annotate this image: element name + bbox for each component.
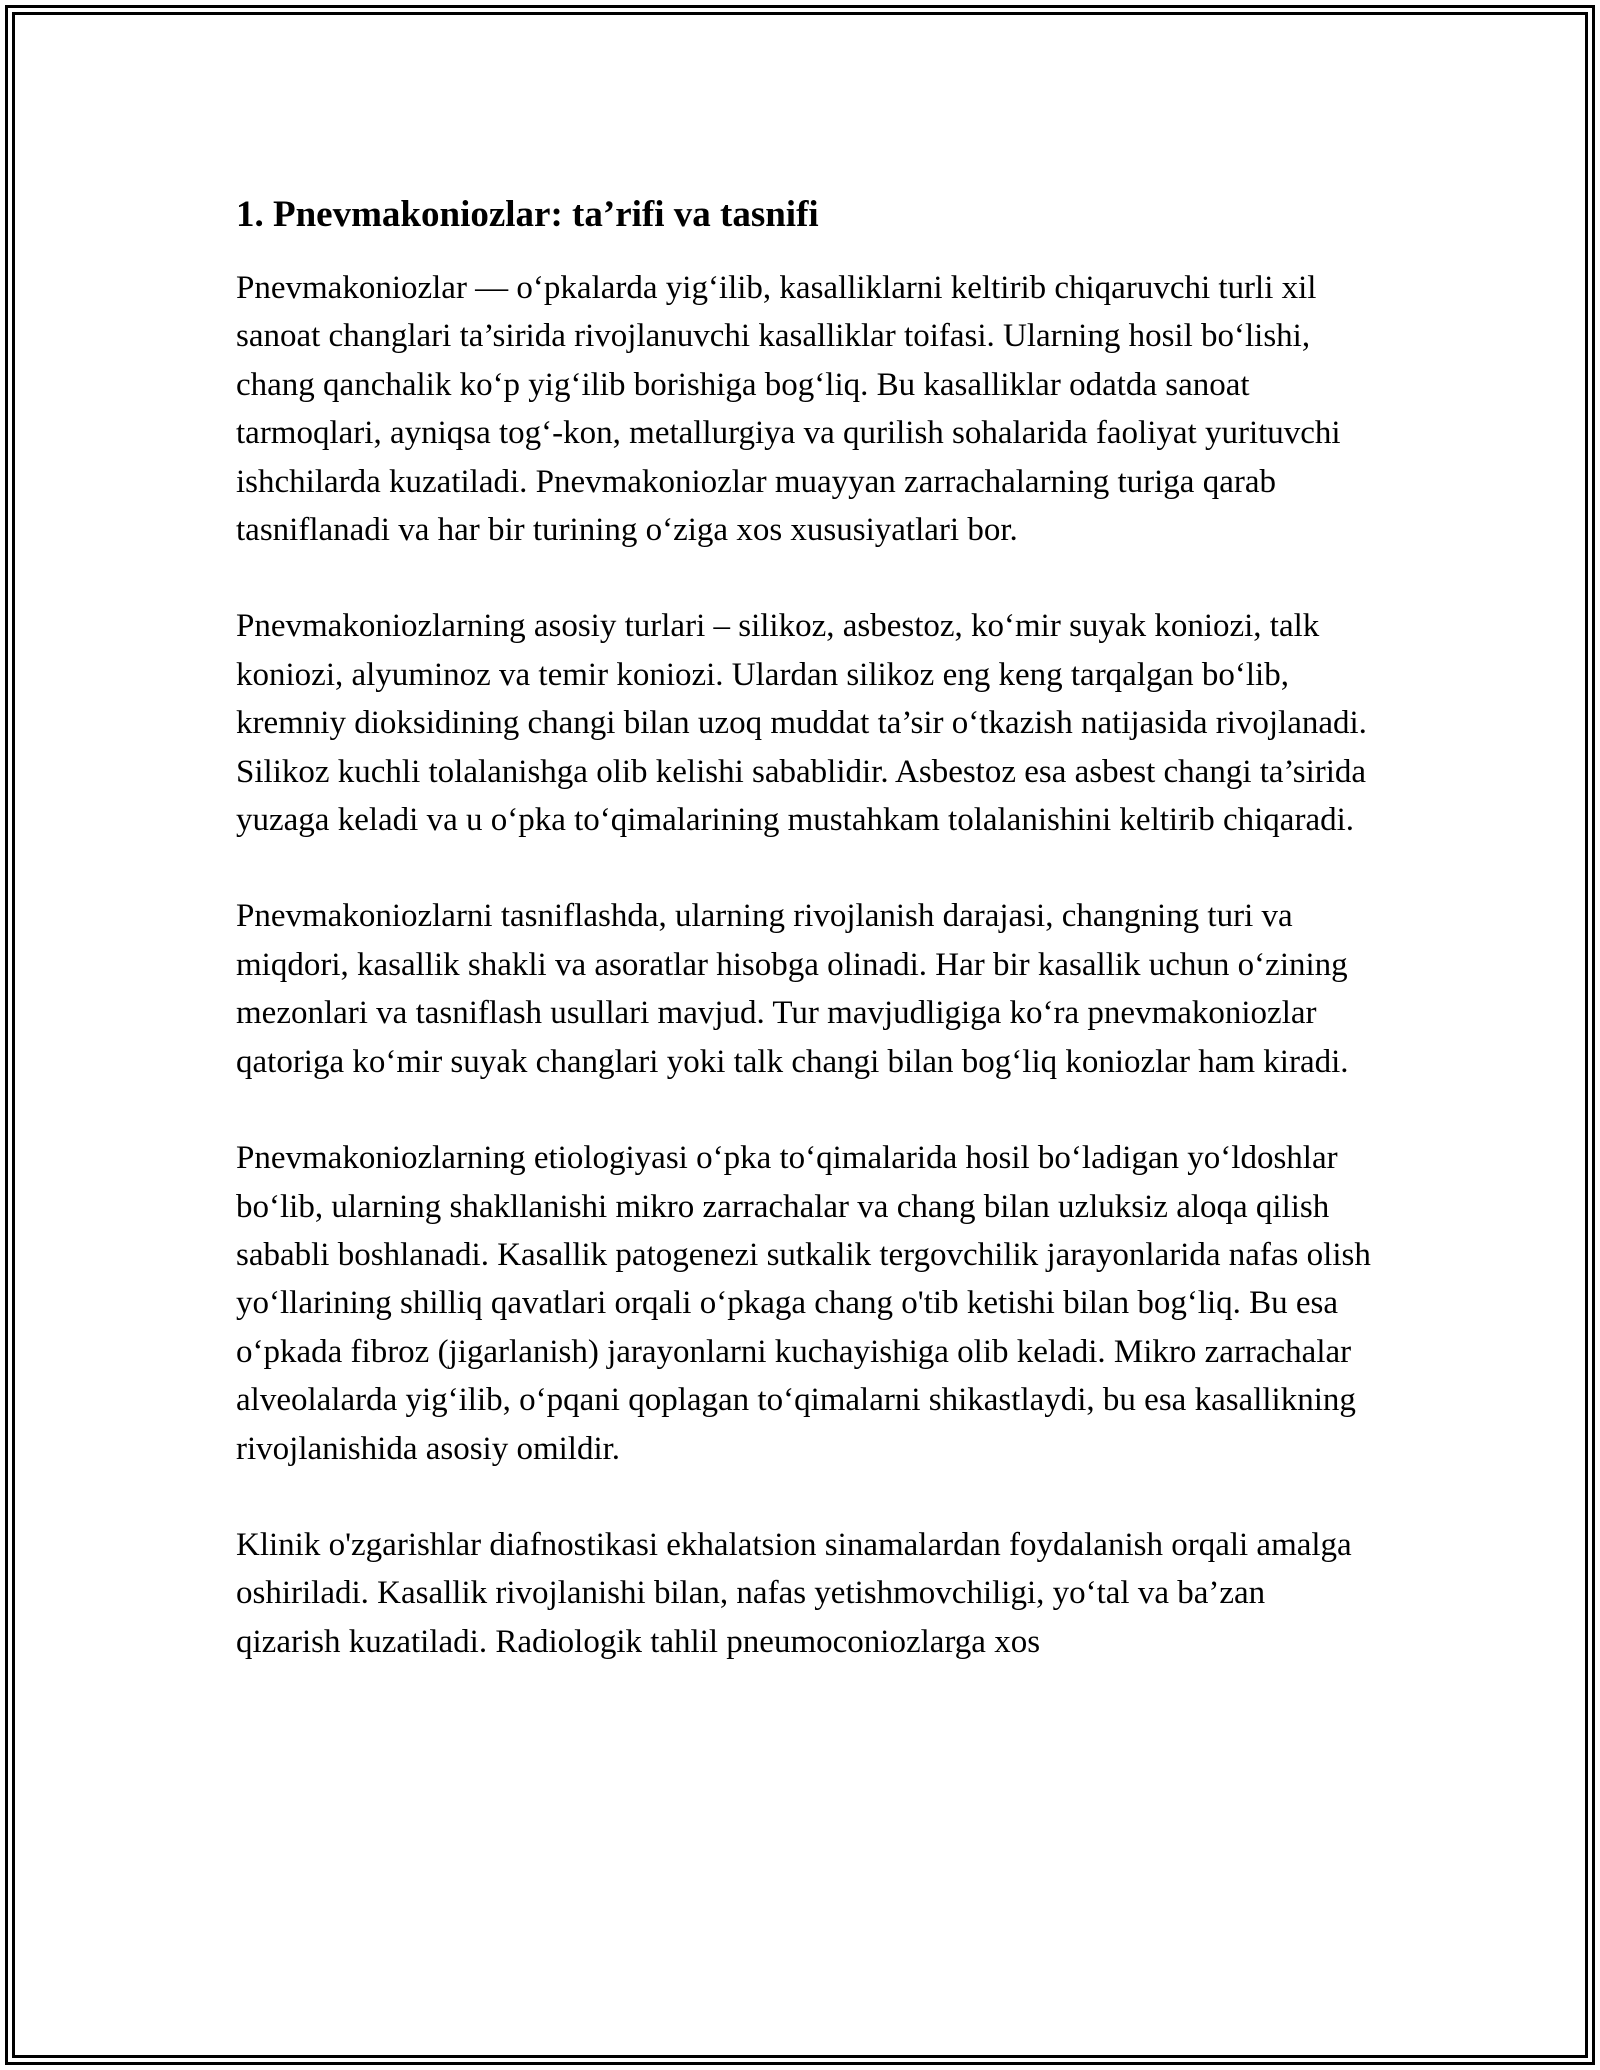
paragraph-diagnostics: Klinik o'zgarishlar diafnostikasi ekhalatsion sinamalardan foydalanish orqali amalga oshiriladi. Kasallik rivojlanishi bilan, nafas yetishmovchiligi, yo‘tal va ba’zan qizarish kuzatiladi. Radiologik tahlil pneumoconiozlarga xos <box>236 1526 1352 1660</box>
document-body <box>236 188 1376 1714</box>
paragraph-definition: Pnevmakoniozlar — o‘pkalarda yig‘ilib, kasalliklarni keltirib chiqaruvchi turli xil sanoat changlari ta’sirida rivojlanuvchi kasalliklar toifasi. Ularning hosil bo‘lishi, chang qanchalik ko‘p yig‘ilib borishiga bog‘liq. Bu kasalliklar odatda sanoat tarmoqlari, ayniqsa tog‘-kon, metallurgiya va qurilish sohalarida faoliyat yurituvchi ishchilarda kuzatiladi. Pnevmakoniozlar muayyan zarrachalarning turiga qarab tasniflanadi va har bir turining o‘ziga xos xususiyatlari bor. <box>236 270 1341 549</box>
paragraph-types: Pnevmakoniozlarning asosiy turlari – silikoz, asbestoz, ko‘mir suyak koniozi, talk koniozi, alyuminoz va temir koniozi. Ulardan silikoz eng keng tarqalgan bo‘lib, kremniy dioksidining changi bilan uzoq muddat ta’sir o‘tkazish natijasida rivojlanadi. Silikoz kuchli tolalanishga olib kelishi sabablidir. Asbestoz esa asbest changi ta’sirida yuzaga keladi va u o‘pka to‘qimalarining mustahkam tolalanishini keltirib chiqaradi. <box>236 608 1367 839</box>
section-heading: 1. Pnevmakoniozlar: ta’rifi va tasnifi <box>236 194 819 235</box>
paragraph-classification: Pnevmakoniozlarni tasniflashda, ularning rivojlanish darajasi, changning turi va miqdori, kasallik shakli va asoratlar hisobga olinadi. Har bir kasallik uchun o‘zining mezonlari va tasniflash usullari mavjud. Tur mavjudligiga ko‘ra pnevmakoniozlar qatoriga ko‘mir suyak changlari yoki talk changi bilan bog‘liq koniozlar ham kiradi. <box>236 898 1349 1080</box>
paragraph-etiology: Pnevmakoniozlarning etiologiyasi o‘pka to‘qimalarida hosil bo‘ladigan yo‘ldoshlar bo‘lib, ularning shakllanishi mikro zarrachalar va chang bilan uzluksiz aloqa qilish sababli boshlanadi. Kasallik patogenezi sutkalik tergovchilik jarayonlarida nafas olish yo‘llarining shilliq qavatlari orqali o‘pkaga chang o'tib ketishi bilan bog‘liq. Bu esa o‘pkada fibroz (jigarlanish) jarayonlarni kuchayishiga olib keladi. Mikro zarrachalar alveolalarda yig‘ilib, o‘pqani qoplagan to‘qimalarni shikastlaydi, bu esa kasallikning rivojlanishida asosiy omildir. <box>236 1140 1371 1467</box>
